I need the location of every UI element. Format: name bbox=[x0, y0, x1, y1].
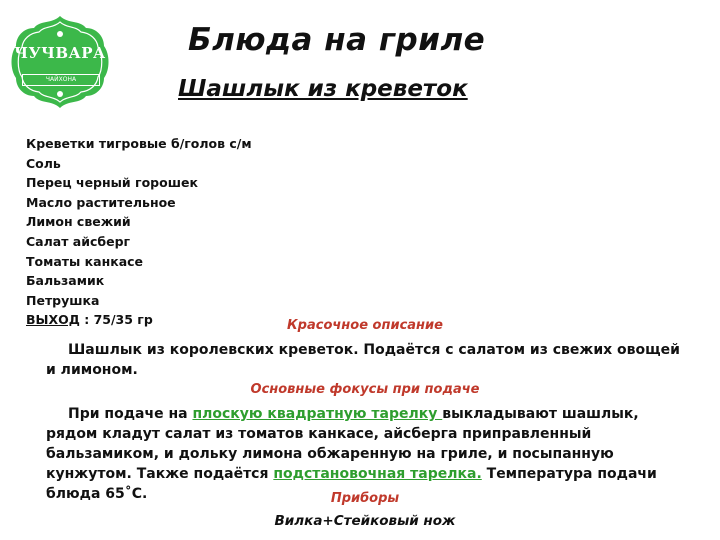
square-plate-link[interactable]: плоскую квадратную тарелку bbox=[192, 406, 443, 422]
ingredient-item: Петрушка bbox=[26, 292, 100, 308]
ingredient-item: Томаты канкасе bbox=[26, 253, 144, 269]
ingredient-item: Перец черный горошек bbox=[26, 175, 198, 191]
description-text: Шашлык из королевских креветок. Подаётся с салатом из свежих овощей и лимоном. bbox=[46, 342, 680, 378]
logo-subtext: ЧАЙХОНА bbox=[22, 74, 100, 86]
ingredient-item: Лимон свежий bbox=[26, 214, 131, 230]
logo-wordmark: ЧУЧВАРА bbox=[14, 44, 106, 62]
restaurant-logo bbox=[8, 14, 112, 110]
serving-text-part1: При подаче на bbox=[68, 406, 193, 422]
serving-text-part3: Температура подачи блюда 65˚С. bbox=[46, 466, 657, 502]
serving-text-part2: выкладывают шашлык, рядом кладут салат из томатов канкасе, айсберга приправленный бальзамиком, и дольку лимона обжаренную на гриле, и посыпанную кунжутом. Также подаётся bbox=[46, 406, 639, 482]
ingredient-item: Соль bbox=[26, 155, 61, 171]
utensils-text: Вилка+Стейковый нож bbox=[274, 513, 456, 529]
ingredient-item: Креветки тигровые б/голов с/м bbox=[26, 136, 252, 151]
description-heading: Красочное описание bbox=[287, 318, 443, 333]
charger-plate-link[interactable]: подстановочная тарелка. bbox=[273, 466, 482, 482]
ingredient-item: Бальзамик bbox=[26, 273, 105, 289]
ingredient-item: Салат айсберг bbox=[26, 233, 131, 249]
serving-heading: Основные фокусы при подаче bbox=[250, 382, 480, 397]
logo-badge-icon bbox=[8, 14, 112, 110]
output-value: : 75/35 гр bbox=[79, 312, 153, 328]
ingredients-list bbox=[26, 134, 252, 330]
dish-title: Шашлык из креветок bbox=[178, 76, 468, 102]
output-label: ВЫХОД bbox=[26, 312, 80, 328]
utensils-heading: Приборы bbox=[330, 491, 400, 506]
serving-text bbox=[46, 404, 686, 504]
page-title: Блюда на гриле bbox=[188, 22, 486, 58]
ingredient-item: Масло растительное bbox=[26, 194, 176, 210]
